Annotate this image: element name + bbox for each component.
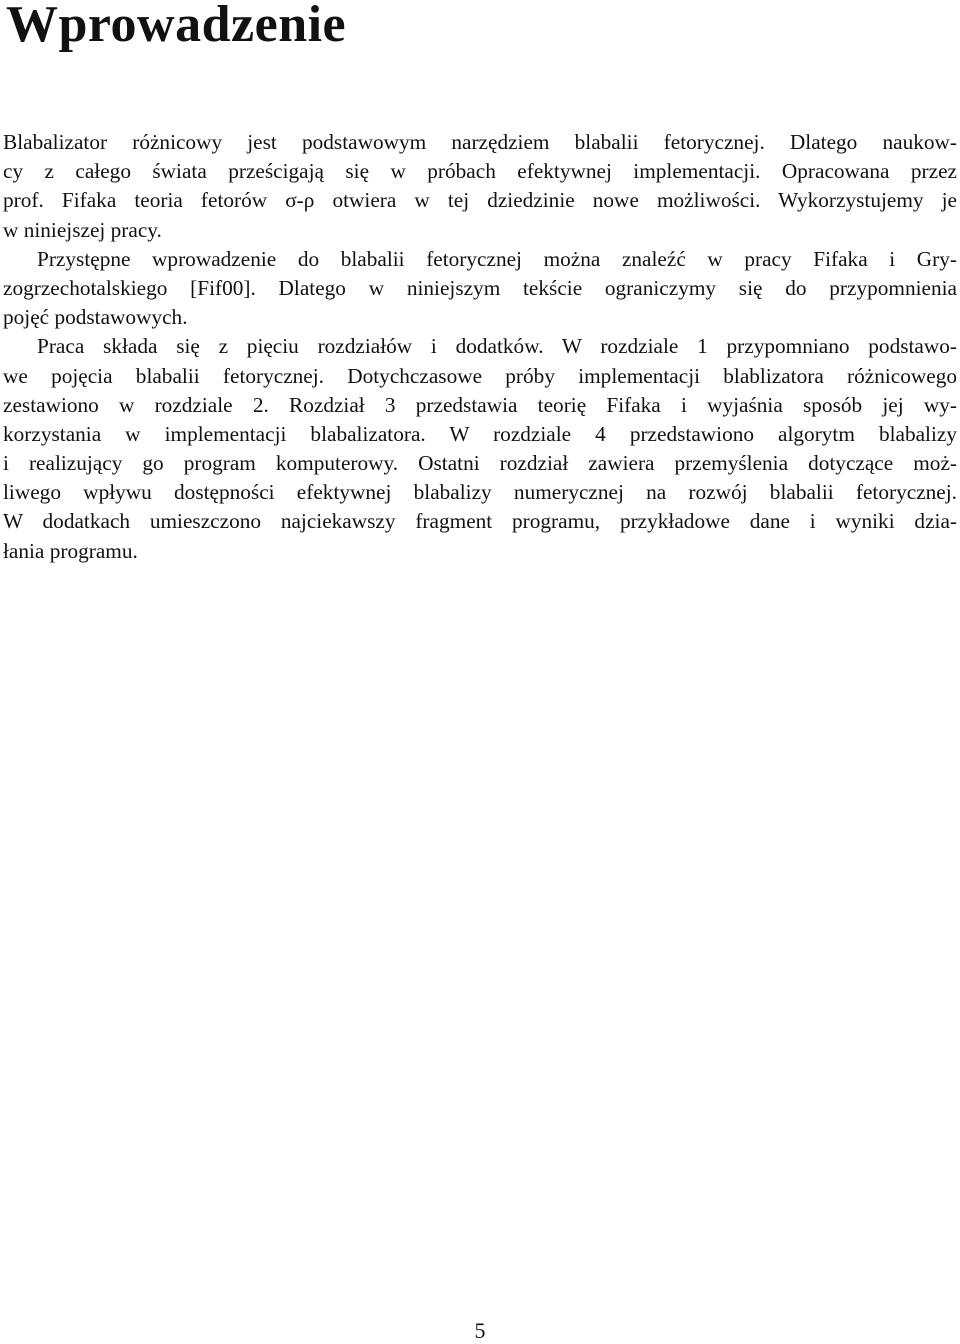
paragraph-1-line-2: cy z całego świata prześcigają się w próbach efektywnej implementacji. Opracowana przez — [3, 159, 957, 184]
chapter-body — [3, 128, 957, 566]
paragraph-3-line-8: łania programu. — [3, 538, 138, 563]
paragraph-1-line-3: prof. Fifaka teoria fetorów σ-ρ otwiera w tej dziedzinie nowe możliwości. Wykorzystujemy je — [3, 188, 957, 213]
chapter-title: Wprowadzenie — [6, 0, 347, 53]
paragraph-3-line-5: i realizujący go program komputerowy. Ostatni rozdział zawiera przemyślenia dotyczące moż- — [3, 451, 957, 476]
paragraph-3-line-4: korzystania w implementacji blabalizatora. W rozdziale 4 przedstawiono algorytm blabalizy — [3, 421, 957, 446]
paragraph-3-line-2: we pojęcia blabalii fetorycznej. Dotychczasowe próby implementacji blablizatora różnicowego — [3, 363, 957, 388]
paragraph-3-line-3: zestawiono w rozdziale 2. Rozdział 3 przedstawia teorię Fifaka i wyjaśnia sposób jej wy- — [3, 392, 957, 417]
paragraph-3-line-1: Praca składa się z pięciu rozdziałów i dodatków. W rozdziale 1 przypomniano podstawo- — [37, 334, 957, 359]
paragraph-2-line-2: zogrzechotalskiego [Fif00]. Dlatego w niniejszym tekście ograniczymy się do przypomnienia — [3, 275, 957, 300]
paragraph-3-line-7: W dodatkach umieszczono najciekawszy fragment programu, przykładowe dane i wyniki dzia- — [3, 509, 957, 534]
paragraph-2-line-1: Przystępne wprowadzenie do blabalii fetorycznej można znaleźć w pracy Fifaka i Gry- — [37, 246, 957, 271]
paragraph-2-line-3: pojęć podstawowych. — [3, 305, 188, 330]
page-number: 5 — [474, 1318, 486, 1343]
paragraph-3-line-6: liwego wpływu dostępności efektywnej blabalizy numerycznej na rozwój blabalii fetorycznej. — [3, 480, 957, 505]
paragraph-1-line-4: w niniejszej pracy. — [3, 217, 162, 242]
paragraph-1-line-1: Blabalizator różnicowy jest podstawowym narzędziem blabalii fetorycznej. Dlatego naukow- — [3, 130, 957, 154]
